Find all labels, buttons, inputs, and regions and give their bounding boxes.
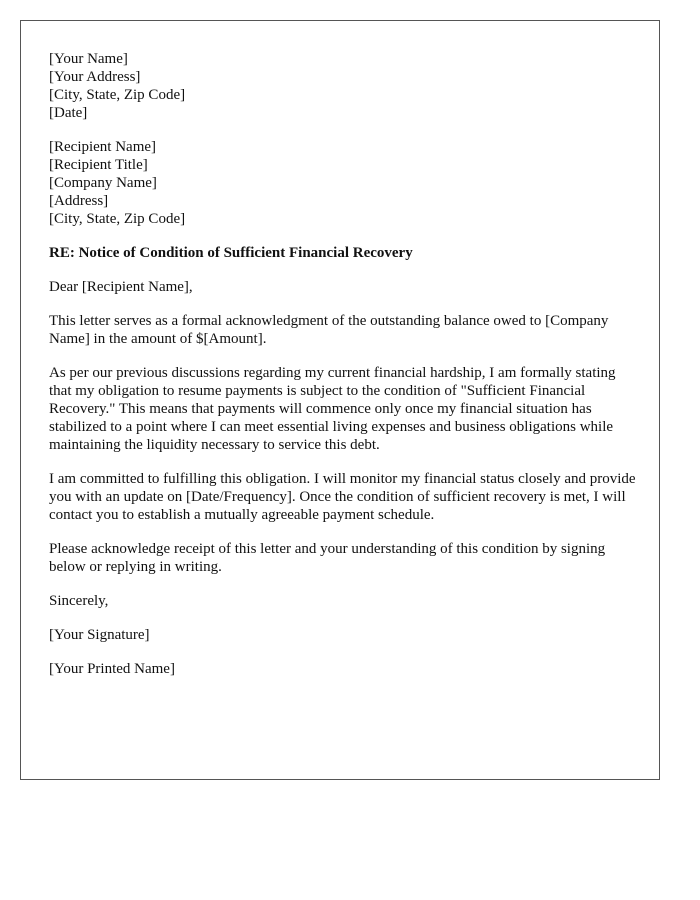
letter-body	[49, 50, 639, 694]
recipient-name: [Recipient Name]	[49, 139, 157, 155]
recipient-company: [Company Name]	[49, 175, 157, 191]
signature: [Your Signature]	[49, 627, 150, 643]
paragraph: I am committed to fulfilling this obligation. I will monitor my financial status closely and provide you with an update on [Date/Frequency]. Once the condition of sufficient recovery is met, I will contact you to establish a mutually agreeable payment schedule.	[49, 471, 636, 523]
paragraph: As per our previous discussions regarding my current financial hardship, I am formally stating that my obligation to resume payments is subject to the condition of "Sufficient Financial Recovery." This means that payments will commence only once my financial situation has stabilized to a point where I can meet essential living expenses and business obligations while maintaining the liquidity necessary to service this debt.	[49, 365, 616, 453]
sender-city: [City, State, Zip Code]	[49, 87, 186, 103]
sender-name: [Your Name]	[49, 51, 128, 67]
paragraph: This letter serves as a formal acknowledgment of the outstanding balance owed to [Company Name] in the amount of $[Amount].	[49, 313, 609, 347]
recipient-address-line: [Address]	[49, 193, 109, 209]
recipient-address	[49, 138, 639, 228]
paragraph: Please acknowledge receipt of this letter and your understanding of this condition by signing below or replying in writing.	[49, 541, 606, 575]
sender-address-line: [Your Address]	[49, 69, 141, 85]
letter-page	[20, 20, 660, 780]
recipient-title: [Recipient Title]	[49, 157, 148, 173]
salutation: Dear [Recipient Name],	[49, 279, 193, 295]
closing: Sincerely,	[49, 593, 109, 609]
letter-date: [Date]	[49, 105, 88, 121]
subject-line: RE: Notice of Condition of Sufficient Financial Recovery	[49, 245, 413, 261]
sender-address	[49, 50, 639, 122]
printed-name: [Your Printed Name]	[49, 661, 175, 677]
recipient-city: [City, State, Zip Code]	[49, 211, 186, 227]
